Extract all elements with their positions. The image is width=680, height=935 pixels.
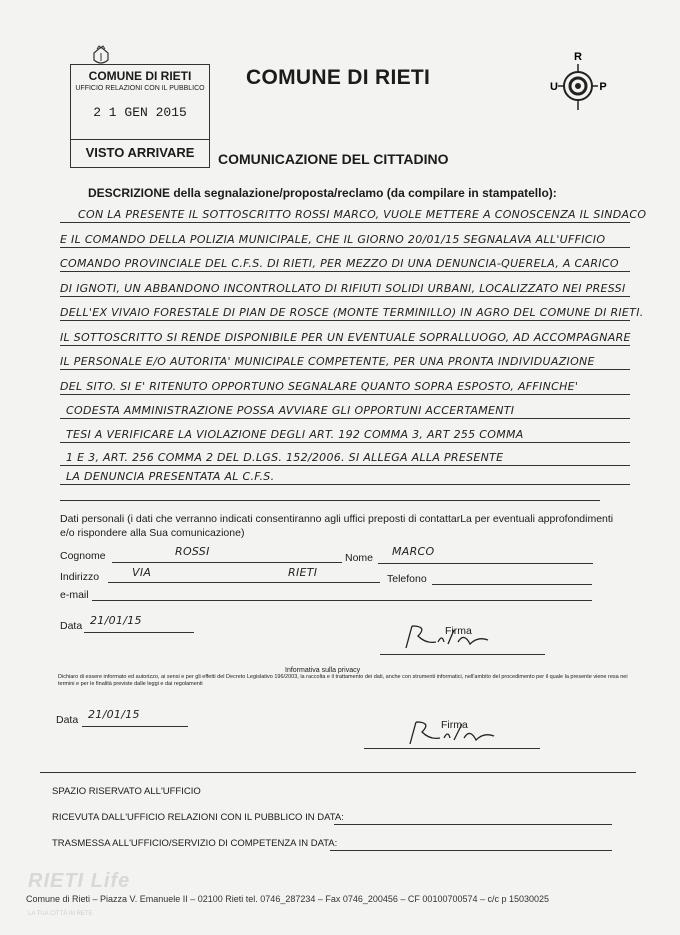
forwarded-field-line <box>330 850 612 851</box>
document-subtitle: COMUNICAZIONE DEL CITTADINO <box>218 151 449 167</box>
indirizzo-value: VIA <box>132 566 152 579</box>
stamp-title: COMUNE DI RIETI <box>88 69 192 83</box>
handwritten-line-12: LA DENUNCIA PRESENTATA AL C.F.S. <box>66 470 275 483</box>
writing-line <box>60 247 630 248</box>
handwritten-line-3: COMANDO PROVINCIALE DEL C.F.S. DI RIETI, PER MEZZO DI UNA DENUNCIA-QUERELA, A CARICO <box>60 257 619 270</box>
description-label: DESCRIZIONE della segnalazione/proposta/reclamo (da compilare in stampatello): <box>88 186 557 200</box>
signature-1 <box>398 622 498 652</box>
writing-line <box>60 484 630 485</box>
urp-letter-u: U <box>550 81 558 93</box>
handwritten-line-11: 1 E 3, ART. 256 COMMA 2 DEL D.LGS. 152/2006. SI ALLEGA ALLA PRESENTE <box>66 451 504 464</box>
footer-address: Comune di Rieti – Piazza V. Emanuele II – 02100 Rieti tel. 0746_287234 – Fax 0746_200456 – CF 00100700574 – c/c p 15030025 <box>26 894 550 904</box>
writing-line <box>60 369 630 370</box>
office-reserved-label: SPAZIO RISERVATO ALL'UFFICIO <box>52 786 201 797</box>
privacy-title: Informativa sulla privacy <box>285 667 361 674</box>
handwritten-line-10: TESI A VERIFICARE LA VIOLAZIONE DEGLI ART. 192 COMMA 3, ART 255 COMMA <box>66 428 524 441</box>
writing-line <box>60 394 630 395</box>
personal-data-intro: Dati personali (i dati che verranno indicati consentiranno agli uffici preposti di contattarLa per eventuali approfondimenti e/o rispondere alla Sua comunicazione) <box>60 513 614 539</box>
privacy-text: Dichiaro di essere informato ed autorizzo, ai sensi e per gli effetti del Decreto Legislativo 196/2003, la raccolta e il trattamento dei dati, anche con strumenti informatici, nell'ambito del procedimento per il quale la presente viene resa nei termini e per le finalità previste dalle leggi e dai regolamenti <box>58 674 628 687</box>
handwritten-line-4: DI IGNOTI, UN ABBANDONO INCONTROLLATO DI RIFIUTI SOLIDI URBANI, LOCALIZZATO NEI PRESSI <box>60 282 626 295</box>
privacy-date-label: Data <box>56 714 79 726</box>
writing-line <box>60 500 600 501</box>
privacy-date-value: 21/01/15 <box>88 708 140 721</box>
writing-line <box>60 345 630 346</box>
date-value: 21/01/15 <box>90 614 142 627</box>
handwritten-line-9: CODESTA AMMINISTRAZIONE POSSA AVVIARE GLI OPPORTUNI ACCERTAMENTI <box>66 404 515 417</box>
stamp-office: UFFICIO RELAZIONI CON IL PUBBLICO <box>75 85 205 92</box>
urp-letter-r: R <box>574 51 582 63</box>
writing-line <box>60 465 630 466</box>
indirizzo-label: Indirizzo <box>60 571 100 583</box>
urp-logo-icon <box>548 50 608 116</box>
stamp-date: 2 1 GEN 2015 <box>93 105 187 120</box>
email-label: e-mail <box>60 589 89 601</box>
nome-field-line <box>378 563 593 564</box>
received-field-line <box>334 824 612 825</box>
coat-of-arms-icon <box>90 44 112 66</box>
email-field-line <box>92 600 592 601</box>
indirizzo-city: RIETI <box>288 566 318 579</box>
handwritten-line-2: E IL COMANDO DELLA POLIZIA MUNICIPALE, CHE IL GIORNO 20/01/15 SEGNALAVA ALL'UFFICIO <box>60 233 606 246</box>
handwritten-line-8: DEL SITO. SI E' RITENUTO OPPORTUNO SEGNALARE QUANTO SOPRA ESPOSTO, AFFINCHE' <box>60 380 579 393</box>
date-field-line <box>84 632 194 633</box>
writing-line <box>60 320 630 321</box>
firma-field-line <box>380 654 545 655</box>
cognome-value: ROSSI <box>175 545 210 558</box>
privacy-firma-label: Firma <box>441 719 468 731</box>
watermark-logo: RIETI Life <box>28 870 131 892</box>
telefono-label: Telefono <box>387 573 427 585</box>
received-label: RICEVUTA DALL'UFFICIO RELAZIONI CON IL PUBBLICO IN DATA: <box>52 812 344 823</box>
watermark-tagline: LA TUA CITTÀ IN RETE <box>28 911 93 917</box>
privacy-firma-line <box>364 748 540 749</box>
cognome-label: Cognome <box>60 550 106 562</box>
writing-line <box>60 222 630 223</box>
handwritten-line-5: DELL'EX VIVAIO FORESTALE DI PIAN DE ROSCE (MONTE TERMINILLO) IN AGRO DEL COMUNE DI RIETI. <box>60 306 644 319</box>
privacy-date-line <box>82 726 188 727</box>
cognome-field-line <box>112 562 342 563</box>
nome-label: Nome <box>345 552 374 564</box>
arrival-stamp <box>70 64 210 168</box>
document-title: COMUNE DI RIETI <box>246 66 431 89</box>
handwritten-line-6: IL SOTTOSCRITTO SI RENDE DISPONIBILE PER UN EVENTUALE SOPRALLUOGO, AD ACCOMPAGNARE <box>60 331 631 344</box>
writing-line <box>60 442 630 443</box>
stamp-visto: VISTO ARRIVARE <box>85 145 195 160</box>
office-separator <box>40 772 636 773</box>
handwritten-line-7: IL PERSONALE E/O AUTORITA' MUNICIPALE COMPETENTE, PER UNA PRONTA INDIVIDUAZIONE <box>60 355 595 368</box>
forwarded-label: TRASMESSA ALL'UFFICIO/SERVIZIO DI COMPETENZA IN DATA: <box>52 838 338 849</box>
writing-line <box>60 418 630 419</box>
firma-label: Firma <box>445 625 472 637</box>
writing-line <box>60 271 630 272</box>
indirizzo-field-line <box>108 582 380 583</box>
nome-value: MARCO <box>392 545 435 558</box>
signature-2 <box>402 716 502 748</box>
date-label: Data <box>60 620 83 632</box>
urp-letter-p: P <box>599 81 607 93</box>
writing-line <box>60 296 630 297</box>
telefono-field-line <box>432 584 592 585</box>
stamp-divider <box>71 139 209 140</box>
handwritten-line-1: CON LA PRESENTE IL SOTTOSCRITTO ROSSI MARCO, VUOLE METTERE A CONOSCENZA IL SINDACO <box>78 208 647 221</box>
